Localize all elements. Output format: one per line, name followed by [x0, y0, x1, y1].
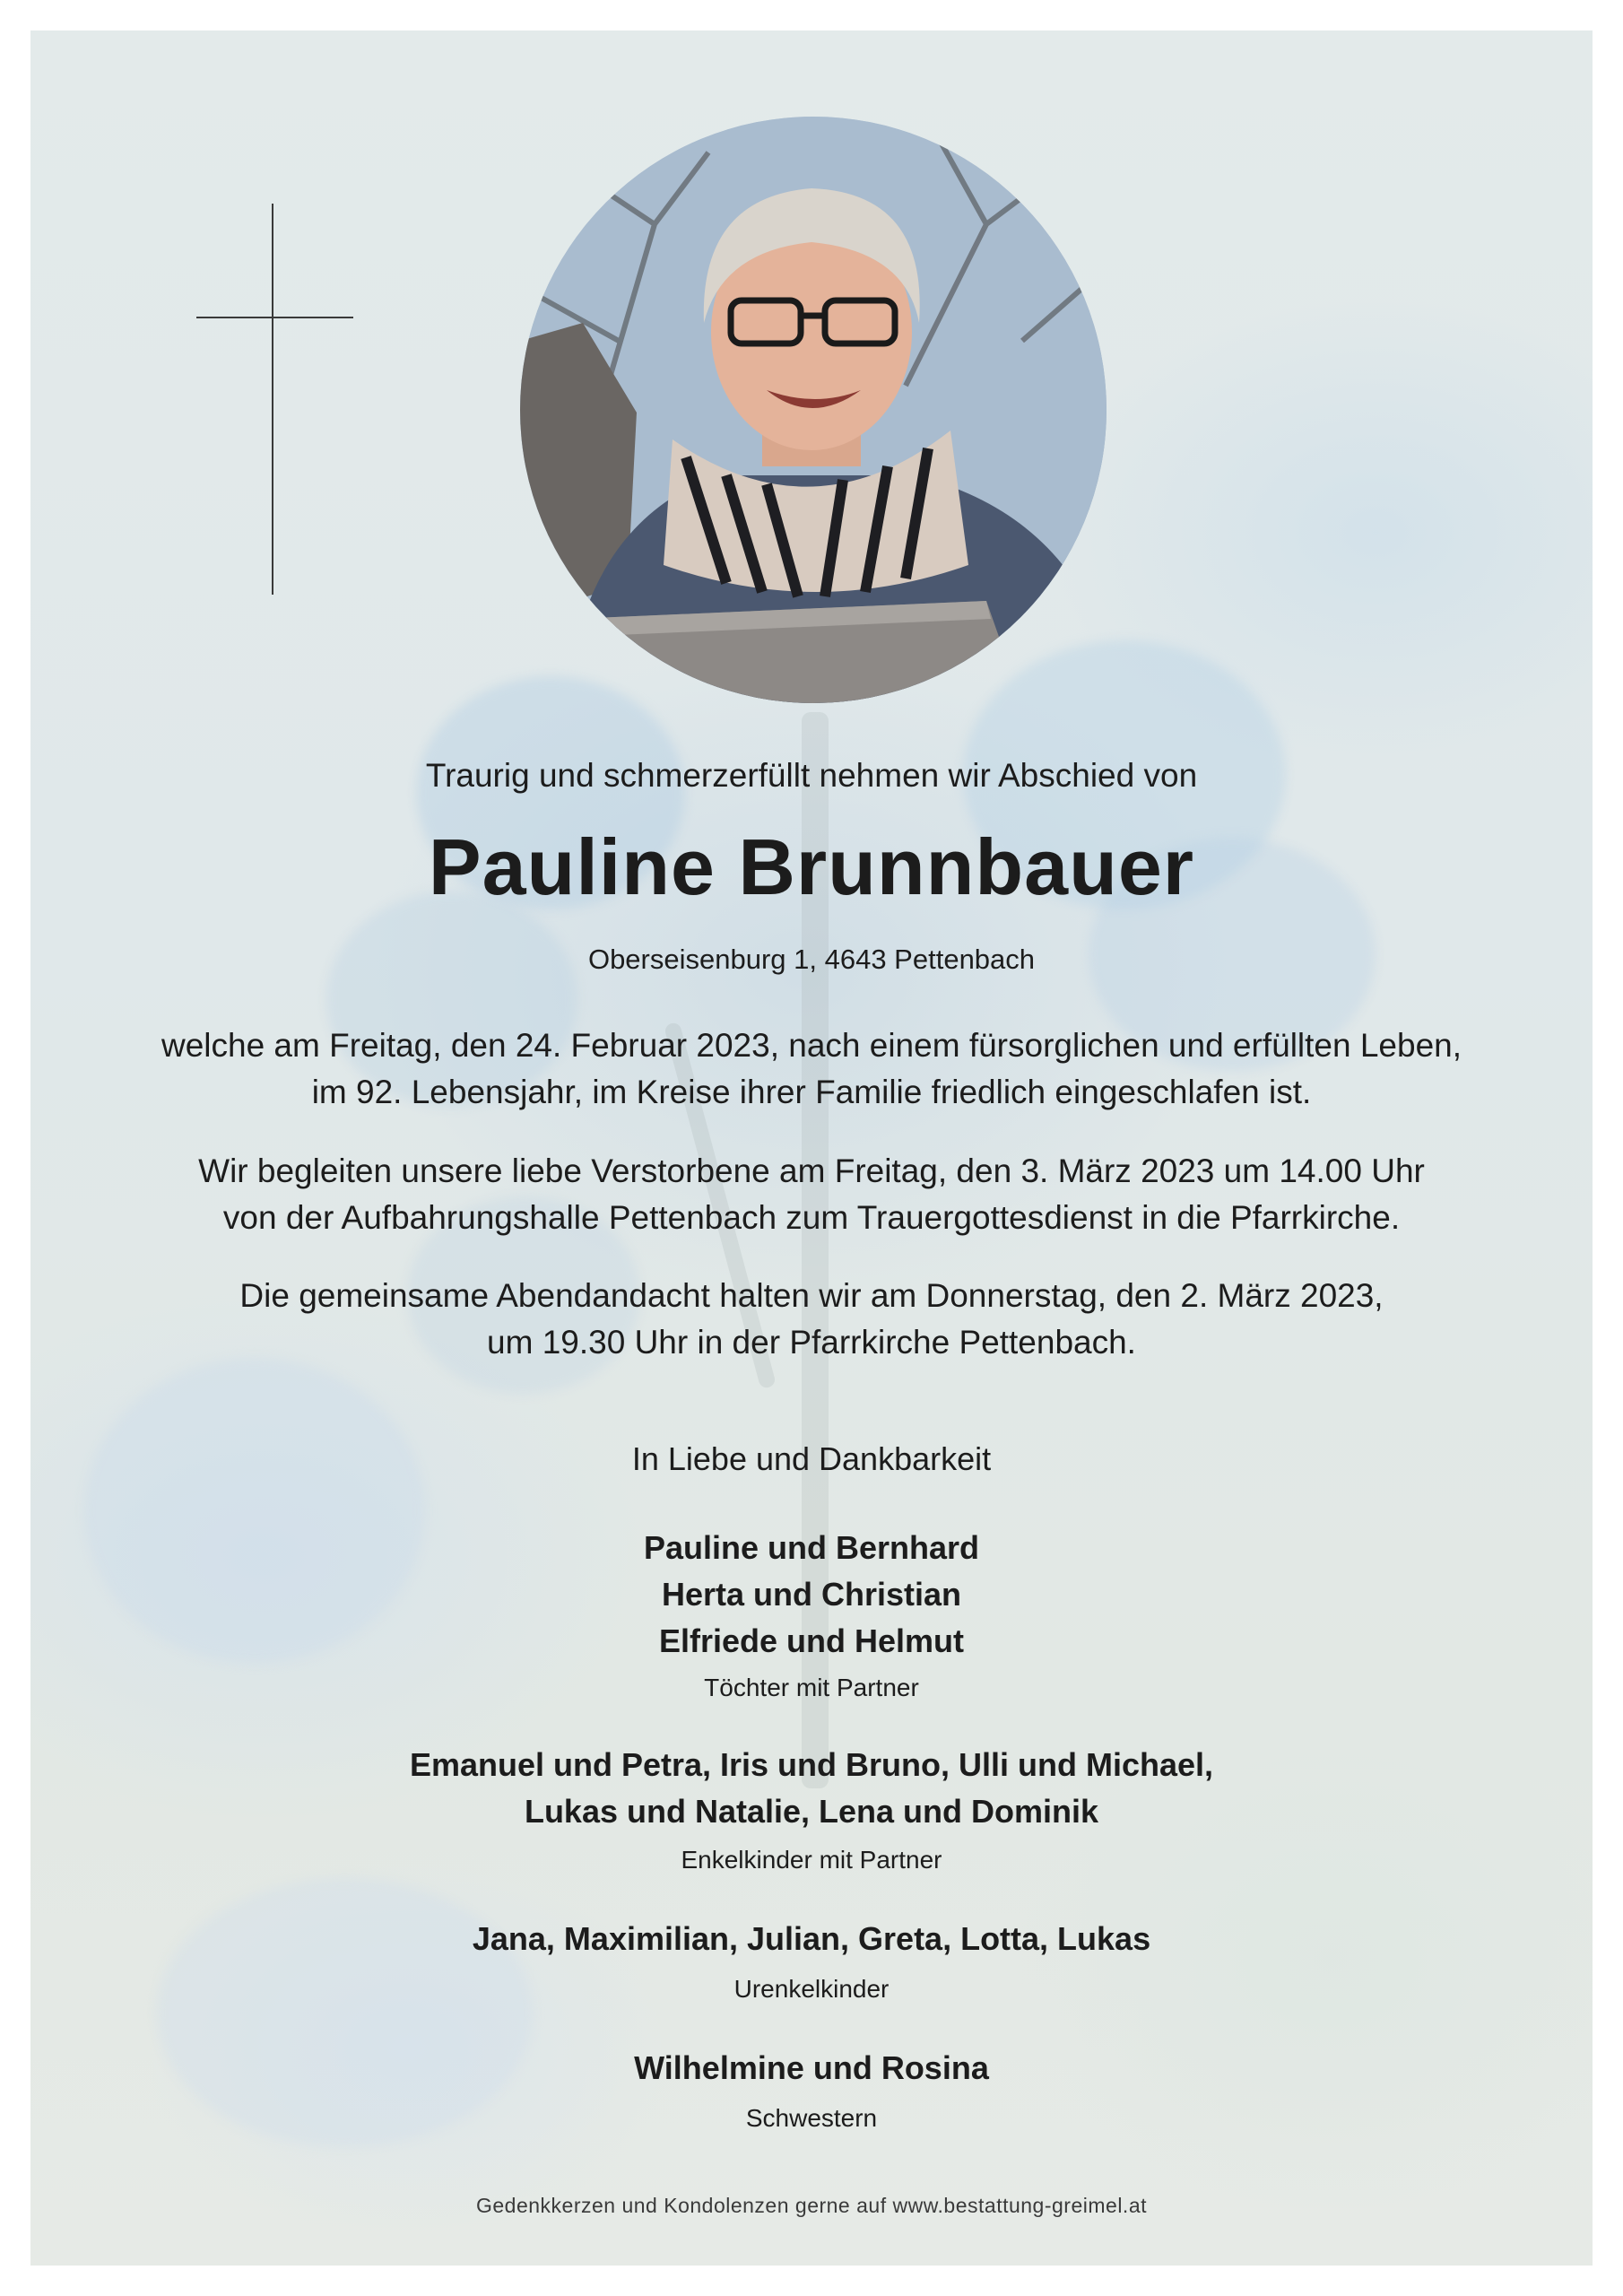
- vigil-paragraph: [30, 1273, 1593, 1366]
- mourner-names-daughters: [30, 1525, 1593, 1665]
- paragraph-line: im 92. Lebensjahr, im Kreise ihrer Familie friedlich eingeschlafen ist.: [311, 1074, 1312, 1110]
- mourner-names-sisters: [30, 2045, 1593, 2092]
- mourner-line: Pauline und Bernhard: [643, 1529, 980, 1566]
- paragraph-line: von der Aufbahrungshalle Pettenbach zum Trauergottesdienst in die Pfarrkirche.: [222, 1199, 1401, 1236]
- obituary-card: [30, 30, 1593, 2266]
- deceased-name: Pauline Brunnbauer: [428, 822, 1195, 911]
- paragraph-line: Die gemeinsame Abendandacht halten wir am Donnerstag, den 2. März 2023,: [239, 1277, 1384, 1314]
- death-notice-paragraph: [30, 1022, 1593, 1116]
- mourner-relation: Töchter mit Partner: [704, 1674, 919, 1701]
- mourner-relation: Enkelkinder mit Partner: [681, 1846, 942, 1874]
- footer-note: Gedenkkerzen und Kondolenzen gerne auf www.bestattung-greimel.at: [475, 2194, 1147, 2217]
- thanks-line: In Liebe und Dankbarkeit: [631, 1440, 992, 1477]
- mourner-line: Herta und Christian: [661, 1576, 962, 1613]
- portrait-photo: [520, 117, 1107, 703]
- mourner-line: Jana, Maximilian, Julian, Greta, Lotta, Lukas: [472, 1920, 1151, 1957]
- intro-text: Traurig und schmerzerfüllt nehmen wir Abschied von: [425, 757, 1198, 794]
- cross-icon-bar: [196, 317, 353, 318]
- mourner-relation: Schwestern: [745, 2104, 878, 2132]
- deceased-address: Oberseisenburg 1, 4643 Pettenbach: [587, 944, 1036, 975]
- paragraph-line: Wir begleiten unsere liebe Verstorbene am Freitag, den 3. März 2023 um 14.00 Uhr: [198, 1152, 1425, 1189]
- paragraph-line: um 19.30 Uhr in der Pfarrkirche Pettenbach.: [487, 1324, 1136, 1361]
- portrait-illustration: [520, 117, 1107, 703]
- mourner-names-great-grandchildren: [30, 1916, 1593, 1962]
- mourner-line: Wilhelmine und Rosina: [634, 2049, 989, 2086]
- cross-icon: [272, 204, 273, 595]
- mourner-line: Elfriede und Helmut: [658, 1622, 965, 1659]
- mourner-line: Emanuel und Petra, Iris und Bruno, Ulli und Michael,: [409, 1746, 1214, 1783]
- mourner-relation: Urenkelkinder: [733, 1975, 890, 2003]
- mourner-line: Lukas und Natalie, Lena und Dominik: [524, 1793, 1099, 1830]
- paragraph-line: welche am Freitag, den 24. Februar 2023, nach einem fürsorglichen und erfüllten Leben,: [161, 1027, 1462, 1064]
- funeral-paragraph: [30, 1148, 1593, 1241]
- mourner-names-grandchildren: [30, 1742, 1593, 1835]
